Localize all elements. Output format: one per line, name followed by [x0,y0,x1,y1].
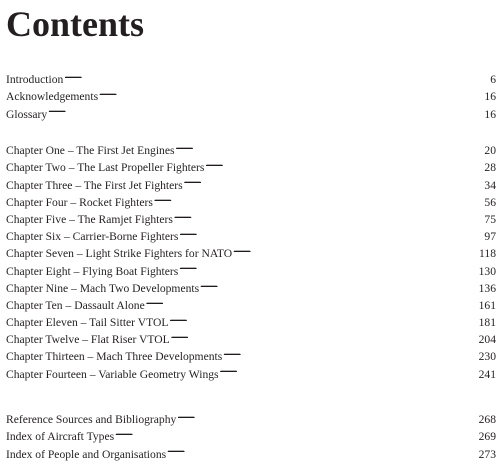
toc-entry[interactable] [6,406,496,427]
toc-page-number: 130 [478,264,496,278]
toc-entry-title: Glossary [6,107,48,121]
toc-entry-title: Reference Sources and Bibliography [6,413,177,427]
toc-page-number: 161 [478,298,496,312]
toc-entry-title: Chapter Eight – Flying Boat Fighters [6,264,179,278]
dot-leader [171,326,478,343]
toc-page-number: 56 [484,195,496,209]
dot-leader [205,154,483,171]
dot-leader [154,189,484,206]
page-title: Contents [6,4,145,44]
toc-entry-title: Chapter One – The First Jet Engines [6,144,175,158]
toc-entry[interactable] [6,100,496,121]
toc-page-number: 97 [484,230,496,244]
toc-entry-title: Index of People and Organisations [6,447,167,461]
dot-leader [115,423,477,440]
dot-leader [146,292,478,309]
toc-entry-title: Chapter Nine – Mach Two Developments [6,281,200,295]
chapter-list [6,137,496,381]
toc-page-number: 269 [478,430,496,444]
toc-page-number: 28 [484,161,496,175]
toc-page-number: 204 [478,333,496,347]
dot-leader [64,66,489,83]
dot-leader [176,137,484,154]
toc-entry-title: Chapter Four – Rocket Fighters [6,195,153,209]
toc-entry-title: Chapter Thirteen – Mach Three Developments [6,350,223,364]
toc-page-number: 20 [484,144,496,158]
toc-page-number: 118 [479,247,496,261]
toc-page-number: 16 [484,90,496,104]
toc-page-number: 136 [478,281,496,295]
toc-entry-title: Introduction [6,73,64,87]
toc-page-number: 16 [484,107,496,121]
dot-leader [167,440,477,457]
dot-leader [200,275,477,292]
dot-leader [48,100,483,117]
toc-entry-title: Chapter Eleven – Tail Sitter VTOL [6,316,169,330]
toc-page-number: 34 [484,178,496,192]
toc-page-number: 273 [478,447,496,461]
dot-leader [223,343,477,360]
toc-entry-title: Chapter Two – The Last Propeller Fighters [6,161,205,175]
toc-page-number: 6 [490,73,496,87]
dot-leader [177,406,477,423]
toc-page-number: 268 [478,413,496,427]
dot-leader [179,257,477,274]
toc-entry-title: Chapter Twelve – Flat Riser VTOL [6,333,170,347]
dot-leader [174,206,484,223]
toc-entry-title: Acknowledgements [6,90,99,104]
toc-entry[interactable] [6,83,496,104]
dot-leader [169,309,477,326]
toc-page-number: 241 [478,367,496,381]
toc-entry-title: Chapter Five – The Ramjet Fighters [6,212,173,226]
toc-page-number: 181 [478,316,496,330]
front-matter-list [6,66,496,121]
dot-leader [220,360,478,377]
toc-page-number: 230 [478,350,496,364]
toc-entry-title: Chapter Six – Carrier-Borne Fighters [6,230,179,244]
dot-leader [184,171,484,188]
dot-leader [179,223,483,240]
toc-entry-title: Chapter Ten – Dassault Alone [6,298,145,312]
back-matter-list [6,406,496,461]
toc-entry[interactable] [6,137,496,158]
toc-entry[interactable] [6,66,496,87]
toc-entry-title: Index of Aircraft Types [6,430,115,444]
toc-page-number: 75 [484,212,496,226]
toc-entry-title: Chapter Seven – Light Strike Fighters for NATO [6,247,233,261]
dot-leader [99,83,483,100]
toc-entry-title: Chapter Fourteen – Variable Geometry Wings [6,367,219,381]
dot-leader [233,240,478,257]
toc-entry-title: Chapter Three – The First Jet Fighters [6,178,183,192]
